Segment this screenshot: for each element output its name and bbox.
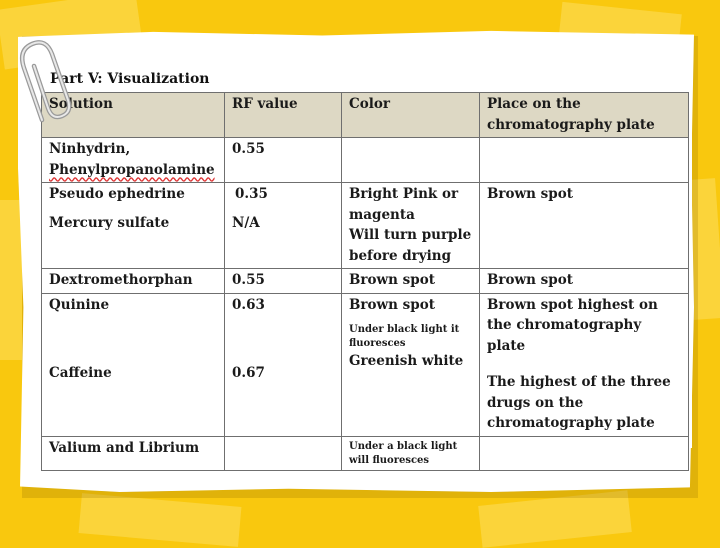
rf-value: 0.67: [232, 365, 265, 381]
solution-cell: Valium and Librium: [42, 436, 225, 470]
section-heading: Part V: Visualization: [50, 71, 210, 87]
table-row: [42, 138, 689, 183]
place-cell: [480, 436, 689, 470]
table-row: [42, 436, 689, 470]
table-header-row: [42, 93, 689, 138]
place-cell: Brown spot: [480, 269, 689, 294]
rf-cell: 0.55: [225, 138, 342, 183]
color-value: Will turn purple before drying: [349, 227, 472, 264]
paperclip-icon: [14, 28, 74, 128]
solution-name: Phenylpropanolamine: [49, 161, 215, 178]
color-value: Greenish white: [349, 353, 464, 369]
solution-cell: [42, 183, 225, 269]
color-cell: Brown spot: [342, 269, 480, 294]
solution-cell: [42, 293, 225, 436]
solution-cell: [42, 138, 225, 183]
color-cell: [342, 183, 480, 269]
color-note: Under a black light will fluoresces: [349, 440, 458, 466]
rf-cell: [225, 293, 342, 436]
color-cell: [342, 293, 480, 436]
bg-shape: [79, 493, 242, 547]
table-row: [42, 183, 689, 269]
rf-value: N/A: [232, 214, 260, 231]
column-header: Solution: [42, 93, 225, 138]
solution-cell: Dextromethorphan: [42, 269, 225, 294]
bg-shape: [0, 200, 22, 360]
solution-name: Quinine: [49, 296, 110, 313]
color-cell: [342, 436, 480, 470]
rf-value: 0.63: [232, 296, 265, 313]
place-cell: [480, 293, 689, 436]
solution-name: Caffeine: [49, 365, 112, 381]
place-cell: Brown spot: [480, 183, 689, 269]
bg-shape: [478, 490, 632, 547]
table-row: [42, 269, 689, 294]
rf-cell: [225, 183, 342, 269]
place-value: The highest of the three drugs on the chromatography plate: [487, 374, 671, 431]
column-header: Place on the chromatography plate: [480, 93, 689, 138]
solution-name: Ninhydrin,: [49, 141, 131, 157]
rf-cell: 0.55: [225, 269, 342, 294]
place-cell: [480, 138, 689, 183]
color-cell: [342, 138, 480, 183]
place-value: Brown spot highest on the chromatography plate: [487, 296, 658, 354]
color-value: Brown spot: [349, 296, 435, 313]
solution-name: Pseudo ephedrine: [49, 186, 185, 202]
solution-name: Mercury sulfate: [49, 214, 170, 231]
rf-cell: [225, 436, 342, 470]
rf-value: 0.35: [235, 186, 268, 202]
color-value: Bright Pink or magenta: [349, 186, 459, 223]
visualization-table: [41, 92, 689, 471]
table-row: [42, 293, 689, 436]
column-header: Color: [342, 93, 480, 138]
color-note: Under black light it fluoresces: [349, 324, 460, 349]
column-header: RF value: [225, 93, 342, 138]
